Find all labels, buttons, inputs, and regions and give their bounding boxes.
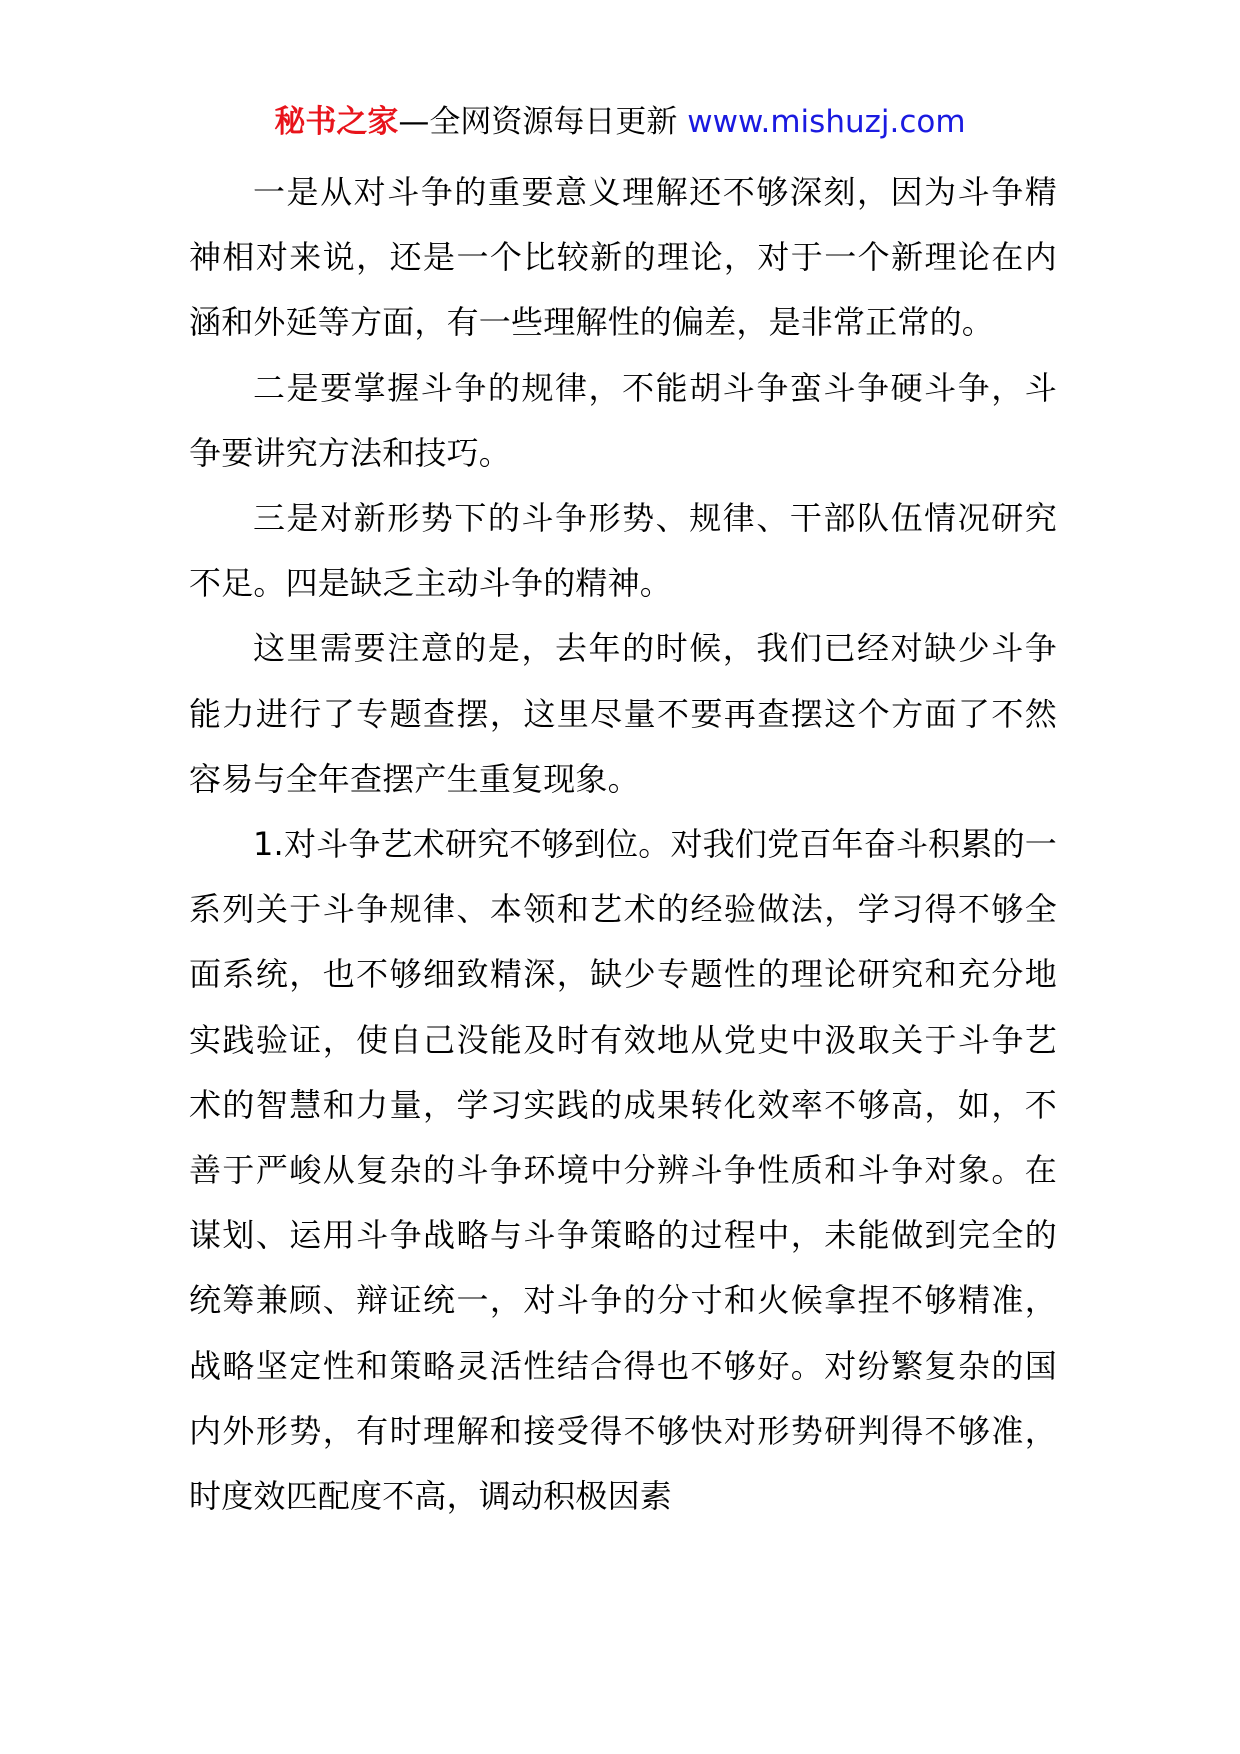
paragraph-2: 二是要掌握斗争的规律，不能胡斗争蛮斗争硬斗争，斗争要讲究方法和技巧。 [189, 368, 1057, 472]
paragraph-1: 一是从对斗争的重要意义理解还不够深刻，因为斗争精神相对来说，还是一个比较新的理论，对于一个新理论在内涵和外延等方面，有一些理解性的偏差，是非常正常的。 [189, 173, 1057, 342]
document-body [189, 160, 1057, 1529]
paragraph-3: 三是对新形势下的斗争形势、规律、干部队伍情况研究不足。四是缺乏主动斗争的精神。 [189, 499, 1057, 603]
page-header [0, 100, 1240, 144]
brand-name: 秘书之家 [274, 104, 399, 140]
paragraph-4: 这里需要注意的是，去年的时候，我们已经对缺少斗争能力进行了专题查摆，这里尽量不要再查摆这个方面了不然容易与全年查摆产生重复现象。 [189, 629, 1057, 798]
paragraph-5: 1.对斗争艺术研究不够到位。对我们党百年奋斗积累的一系列关于斗争规律、本领和艺术的经验做法，学习得不够全面系统，也不够细致精深，缺少专题性的理论研究和充分地实践验证，使自己没能及时有效地从党史中汲取关于斗争艺术的智慧和力量，学习实践的成果转化效率不够高，如，不善于严峻从复杂的斗争环境中分辨斗争性质和斗争对象。在谋划、运用斗争战略与斗争策略的过程中，未能做到完全的统筹兼顾、辩证统一，对斗争的分寸和火候拿捏不够精准，战略坚定性和策略灵活性结合得也不够好。对纷繁复杂的国内外形势，有时理解和接受得不够快对形势研判得不够准，时度效匹配度不高，调动积极因素 [189, 825, 1057, 1516]
site-url-link[interactable]: www.mishuzj.com [687, 104, 966, 140]
header-tagline: —全网资源每日更新 [398, 104, 688, 140]
